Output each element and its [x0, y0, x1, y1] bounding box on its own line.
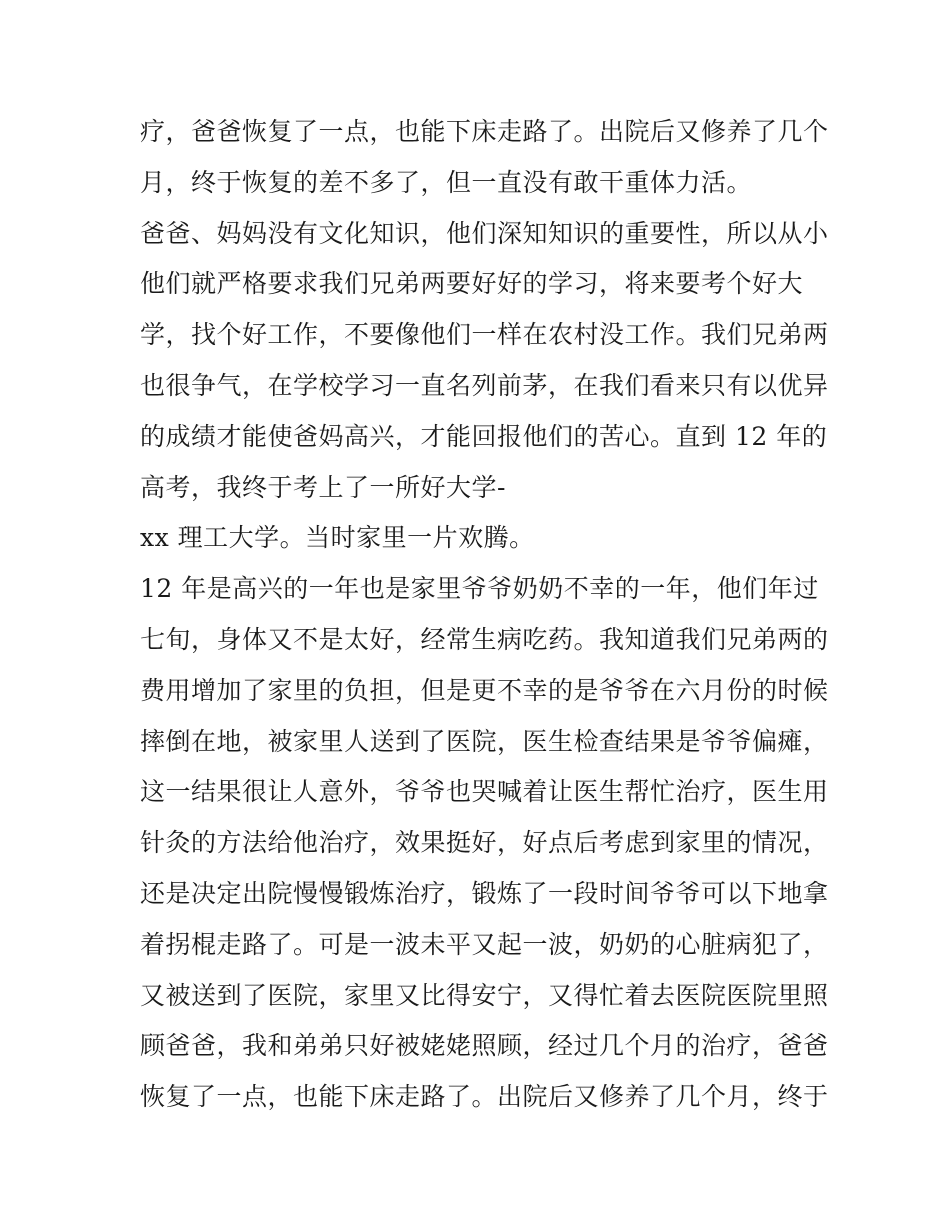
- text-line: 恢复了一点，也能下床走路了。出院后又修养了几个月，终于: [140, 1082, 829, 1112]
- text-line: xx 理工大学。当时家里一片欢腾。: [140, 523, 535, 553]
- text-line: 七旬，身体又不是太好，经常生病吃药。我知道我们兄弟两的: [140, 624, 829, 654]
- text-line: 摔倒在地，被家里人送到了医院，医生检查结果是爷爷偏瘫，: [140, 726, 829, 756]
- text-line: 顾爸爸，我和弟弟只好被姥姥照顾，经过几个月的治疗，爸爸: [140, 1031, 829, 1061]
- text-line: 也很争气，在学校学习一直名列前茅，在我们看来只有以优异: [140, 370, 829, 400]
- text-line: 针灸的方法给他治疗，效果挺好，好点后考虑到家里的情况，: [140, 828, 829, 858]
- text-line: 12 年是高兴的一年也是家里爷爷奶奶不幸的一年，他们年过: [140, 574, 819, 604]
- text-line: 又被送到了医院，家里又比得安宁，又得忙着去医院医院里照: [140, 980, 829, 1010]
- text-line: 爸爸、妈妈没有文化知识，他们深知知识的重要性，所以从小: [140, 218, 829, 248]
- text-line: 的成绩才能使爸妈高兴，才能回报他们的苦心。直到 12 年的: [140, 421, 828, 451]
- text-line: 着拐棍走路了。可是一波未平又起一波，奶奶的心脏病犯了，: [140, 929, 829, 959]
- text-line: 疗，爸爸恢复了一点，也能下床走路了。出院后又修养了几个: [140, 117, 829, 146]
- text-line: 这一结果很让人意外，爷爷也哭喊着让医生帮忙治疗，医生用: [140, 777, 829, 807]
- text-line: 学，找个好工作，不要像他们一样在农村没工作。我们兄弟两: [140, 320, 829, 350]
- text-line: 高考，我终于考上了一所好大学-: [140, 472, 506, 502]
- body-text: [140, 107, 829, 1123]
- text-line: 他们就严格要求我们兄弟两要好好的学习，将来要考个好大: [140, 269, 804, 299]
- text-line: 还是决定出院慢慢锻炼治疗，锻炼了一段时间爷爷可以下地拿: [140, 878, 829, 908]
- text-line: 费用增加了家里的负担，但是更不幸的是爷爷在六月份的时候: [140, 675, 829, 705]
- text-line: 月，终于恢复的差不多了，但一直没有敢干重体力活。: [140, 167, 753, 197]
